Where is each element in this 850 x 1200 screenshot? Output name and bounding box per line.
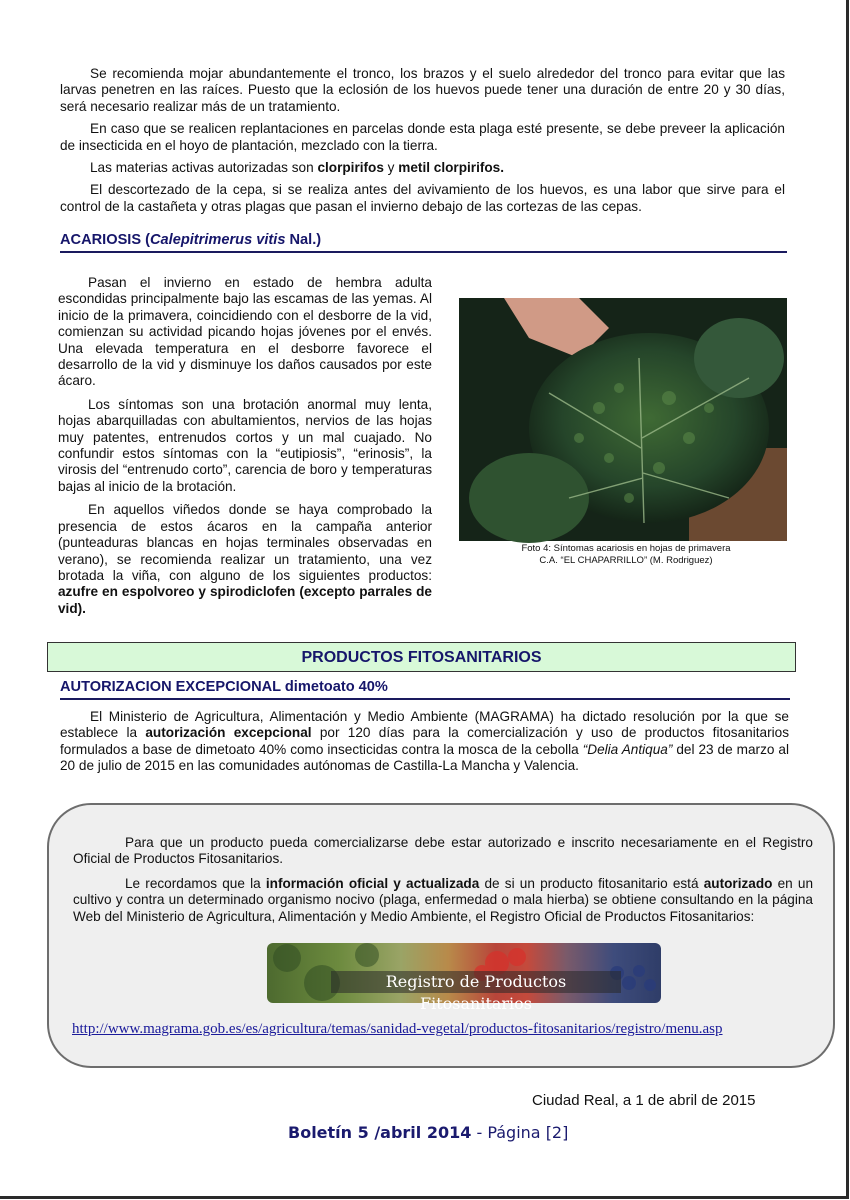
acariosis-heading — [60, 232, 787, 253]
intro-paragraph-3 — [60, 160, 785, 176]
photo-caption-line-1: Foto 4: Síntomas acariosis en hojas de primavera — [521, 543, 731, 554]
autorizacion-p-text-1: El Ministerio de Agricultura, Alimentación y Medio Ambiente (MAGRAMA) ha dictado resolución por la que se establece la — [60, 709, 789, 741]
acariosis-paragraph-3 — [58, 502, 432, 617]
acariosis-species: Calepitrimerus vitis — [150, 232, 286, 248]
registro-banner-link[interactable] — [267, 943, 661, 1013]
acariosis-paragraph-2: Los síntomas son una brotación anormal muy lenta, hojas abarquilladas con abultamientos, nervios de las hojas muy patentes, entrenudos cortos y un mal cuajado. No confundir estos síntomas con la “eutipiosis”, “erinosis”, la virosis del “entrenudo corto”, carencia de boro y temperaturas bajas al inicio de la brotación. — [58, 396, 432, 494]
registro-paragraph-2 — [73, 876, 813, 925]
intro-section — [60, 66, 785, 221]
delia-antiqua: “Delia Antiqua” — [582, 741, 673, 757]
productos-section-bar: PRODUCTOS FITOSANITARIOS — [47, 642, 796, 672]
intro-p3-and: y — [383, 160, 399, 176]
acariosis-text — [58, 275, 432, 624]
registro-paragraph-1: Para que un producto pueda comercializarse debe estar autorizado e inscrito necesariamente en el Registro Oficial de Productos Fitosanitarios. — [73, 835, 813, 867]
autorizacion-text — [60, 709, 789, 775]
registro-p2-e: en un cultivo y contra un determinado organismo nocivo (plaga, enfermedad o mala hierba) se obtiene consultando en la página Web del Ministerio de Agricultura, Alimentación y Medio Ambiente, el Registro Oficial de Productos Fitosanitarios: — [73, 875, 814, 924]
registro-text — [73, 835, 813, 933]
autorizacion-p-text-2: por 120 días para la comercialización y uso de productos fitosanitarios formulados a base de dimetoato 40% como insecticidas contra la mosca de la cebolla — [60, 725, 789, 757]
banner-label: Registro de Productos Fitosanitarios — [331, 971, 621, 993]
active-substance-2: metil clorpirifos. — [398, 160, 505, 176]
registro-p2-b: información oficial y actualizada — [265, 875, 480, 891]
autorizacion-p-text-3: del 23 de marzo al 20 de julio de 2015 en las comunidades autónomas de Castilla-La Mancha y Valencia. — [60, 741, 789, 774]
registro-p2-a: Le recordamos que la — [125, 875, 266, 891]
autorizacion-heading — [60, 679, 790, 700]
date-line: Ciudad Real, a 1 de abril de 2015 — [532, 1092, 756, 1109]
leaf-photo — [459, 298, 787, 541]
page-footer — [288, 1125, 568, 1141]
footer-bulletin: Boletín 5 /abril 2014 — [288, 1123, 472, 1142]
autorizacion-paragraph — [60, 709, 789, 775]
active-substance-1: clorpirifos — [317, 160, 384, 176]
registro-url-link[interactable]: http://www.magrama.gob.es/es/agricultura/temas/sanidad-vegetal/productos-fitosanitarios/registro/menu.asp — [72, 1021, 723, 1037]
autorizacion-heading-pre: AUTORIZACION EXCEPCIONAL — [60, 679, 281, 695]
registro-p2-c: de si un producto fitosanitario está — [479, 875, 704, 891]
registro-p2-d: autorizado — [703, 875, 773, 891]
footer-page: - Página [2] — [471, 1123, 569, 1142]
acariosis-heading-post: Nal.) — [285, 232, 322, 248]
intro-paragraph-1: Se recomienda mojar abundantemente el tronco, los brazos y el suelo alrededor del tronco para evitar que las larvas penetren en las raíces. Puesto que la eclosión de los huevos puede tener una duración de entre 20 y 30 días, será necesario realizar más de un tratamiento. — [60, 66, 785, 114]
autorizacion-heading-post: dimetoato 40% — [280, 679, 388, 695]
photo-caption — [459, 543, 793, 566]
intro-p3-text: Las materias activas autorizadas son — [90, 160, 318, 176]
acariosis-p3-text: En aquellos viñedos donde se haya comprobado la presencia de estos ácaros en la campaña anterior (punteaduras blancas en hojas terminales observadas en verano), se recomienda realizar un tratamiento, una vez brotada la viña, con alguno de los siguientes productos: — [58, 502, 432, 583]
autorizacion-bold: autorización excepcional — [145, 725, 312, 741]
acariosis-heading-pre: ACARIOSIS ( — [60, 232, 150, 248]
intro-paragraph-4: El descortezado de la cepa, si se realiza antes del avivamiento de los huevos, es una labor que sirve para el control de la castañeta y otras plagas que pasan el invierno debajo de las cortezas de las cepas. — [60, 182, 785, 214]
intro-paragraph-2: En caso que se realicen replantaciones en parcelas donde esta plaga esté presente, se debe preveer la aplicación de insecticida en el hoyo de plantación, mezclado con la tierra. — [60, 121, 785, 153]
photo-caption-line-2: C.A. “EL CHAPARRILLO” (M. Rodriguez) — [539, 554, 713, 566]
acariosis-paragraph-1: Pasan el invierno en estado de hembra adulta escondidas principalmente bajo las escamas de las yemas. Al inicio de la primavera, coincidiendo con el desborre de la vid, comienzan su actividad picando hojas jóvenes por el envés. Una elevada temperatura en el desborre favorece el desarrollo de la vid y disminuye los daños causados por este ácaro. — [58, 275, 432, 389]
acariosis-products: azufre en espolvoreo y spirodiclofen (excepto parrales de vid). — [58, 584, 432, 616]
